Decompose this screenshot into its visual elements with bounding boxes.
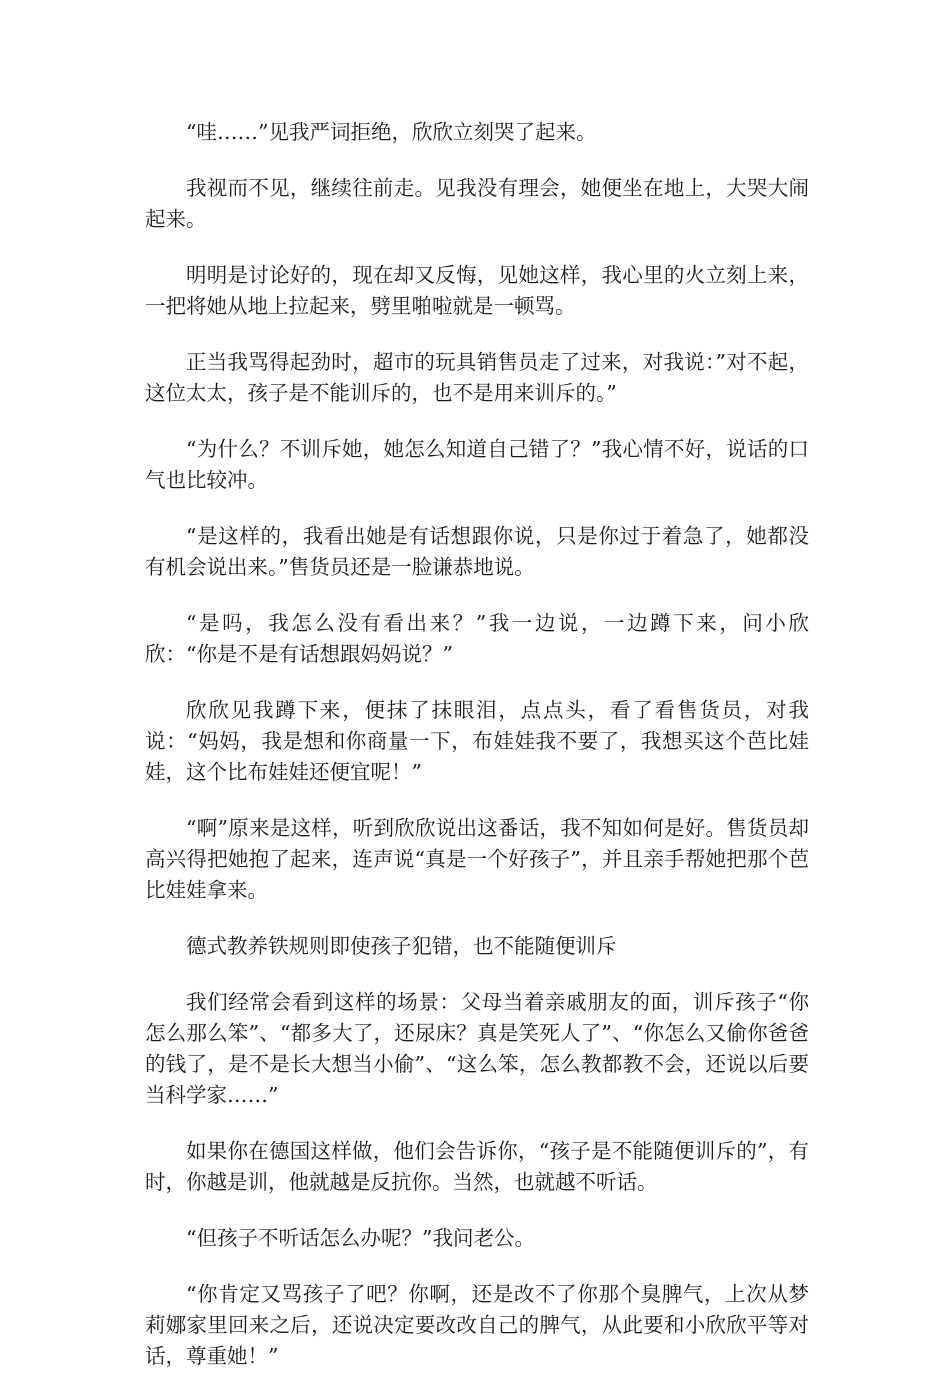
paragraph: “为什么？不训斥她，她怎么知道自己错了？”我心情不好，说话的口气也比较冲。	[145, 437, 809, 492]
paragraph: 如果你在德国这样做，他们会告诉你，“孩子是不能随便训斥的”，有时，你越是训，他就越是反抗你。当然，也就越不听话。	[145, 1139, 809, 1194]
paragraph: “哇……”见我严词拒绝，欣欣立刻哭了起来。	[186, 120, 597, 144]
paragraph: “你肯定又骂孩子了吧？你啊，还是改不了你那个臭脾气，上次从梦莉娜家里回来之后，还说决定要改改自己的脾气，从此要和小欣欣平等对话，尊重她！”	[145, 1282, 809, 1368]
paragraph: 正当我骂得起劲时，超市的玩具销售员走了过来，对我说：”对不起，这位太太，孩子是不能训斥的，也不是用来训斥的。”	[145, 350, 809, 405]
paragraph: 明明是讨论好的，现在却又反悔，见她这样，我心里的火立刻上来，一把将她从地上拉起来，劈里啪啦就是一顿骂。	[145, 263, 809, 318]
paragraph: “是这样的，我看出她是有话想跟你说，只是你过于着急了，她都没有机会说出来。”售货员还是一脸谦恭地说。	[145, 524, 809, 579]
paragraph: 我视而不见，继续往前走。见我没有理会，她便坐在地上，大哭大闹起来。	[145, 176, 809, 231]
paragraph: “啊”原来是这样，听到欣欣说出这番话，我不知如何是好。售货员却高兴得把她抱了起来，连声说“真是一个好孩子”，并且亲手帮她把那个芭比娃娃拿来。	[145, 816, 809, 902]
section-heading: 德式教养铁规则即使孩子犯错，也不能随便训斥	[186, 934, 617, 958]
document-body	[145, 117, 809, 1397]
paragraph: 我们经常会看到这样的场景：父母当着亲戚朋友的面，训斥孩子“你怎么那么笨”、“都多大了，还尿床？真是笑死人了”、“你怎么又偷你爸爸的钱了，是不是长大想当小偷”、“这么笨，怎么教都教不会，还说以后要当科学家……”	[145, 990, 809, 1107]
paragraph: 欣欣见我蹲下来，便抹了抹眼泪，点点头，看了看售货员，对我说：“妈妈，我是想和你商量一下，布娃娃我不要了，我想买这个芭比娃娃，这个比布娃娃还便宜呢！”	[145, 698, 809, 784]
paragraph: “但孩子不听话怎么办呢？”我问老公。	[186, 1226, 535, 1250]
paragraph: “是吗，我怎么没有看出来？”我一边说，一边蹲下来，问小欣欣：“你是不是有话想跟妈妈说？”	[145, 611, 809, 666]
